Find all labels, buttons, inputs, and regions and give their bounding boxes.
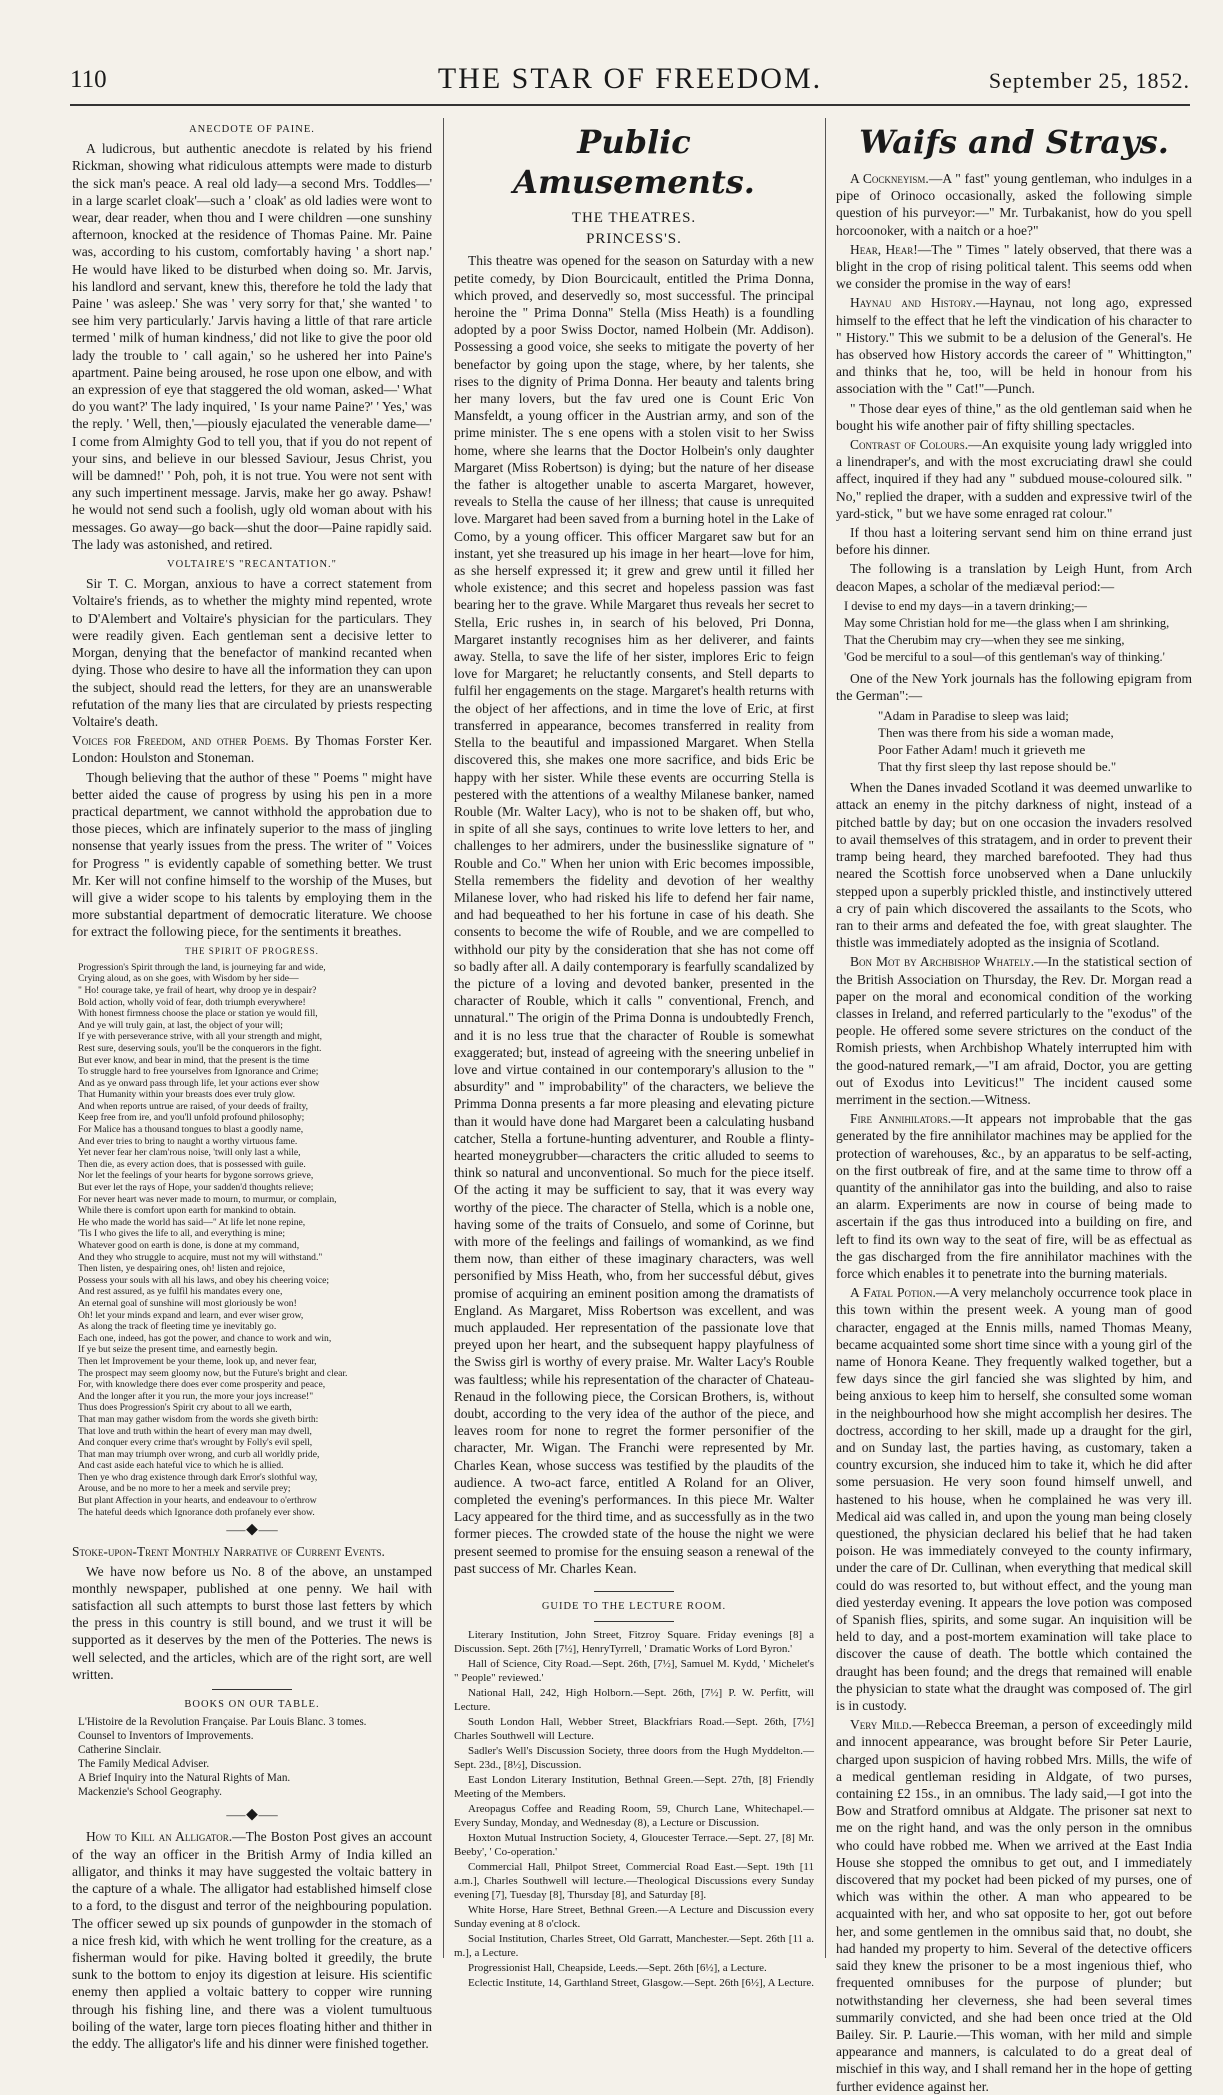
poem-line: He who made the world has said—" At life let none repine,: [78, 1216, 306, 1228]
column-right: [836, 118, 1192, 2094]
whately-text: —In the statistical section of the British Association on Thursday, the Rev. Dr. Morgan read a paper on the moral and economical condition of the working classes in Ireland, and referred particularly to the "exodus" of the people. He offered some severe strictures on the conduct of the Romish priests, when Archbishop Whately interrupted him with the good-natured remark,—"I am afraid, Doctor, you are getting out of Exodus into Leviticus!" The incident caused some merriment in the section.—Witness.: [836, 954, 1192, 1107]
very-mild-text: —Rebecca Breeman, a person of exceedingly mild and innocent appearance, was brought before Sir Peter Laurie, charged upon suspicion of having robbed Mrs. Mills, the wife of a medical gentleman residing in Aldgate, of two purses, containing £2 15s., in an omnibus. The lady said,—I got into the Bow and Stratford omnibus at Aldgate. The prisoner sat next to me on the right hand, and was the only person in the omnibus who could have robbed me. When we arrived at the East India House she stopped the omnibus to get out, and I immediately discovered that my pocket had been picked of my purses, one of which was within the other. A man who appeared to be acquainted with her, and who sat opposite to her, got out before her, and some gentlemen in the omnibus said that, no doubt, she had handed my property to him. Several of the detective officers said they knew the prisoner to be a most ingenious thief, who frequented omnibuses for the purpose of plunder; but notwithstanding her cleverness, she had been several times summarily convicted, and she had been once tried at the Old Bailey. Sir. P. Laurie.—This woman, with her mild and simple appearance and manners, is calculated to do a great deal of mischief in this way, and I shall remand her in the hope of getting further evidence against her.: [836, 1717, 1192, 2094]
lecture-guide-list: [454, 1628, 814, 1990]
ornament-divider: ⸺◆⸺: [225, 1808, 279, 1823]
very-mild-heading: Very Mild.: [850, 1717, 912, 1733]
poem-line: An eternal goal of sunshine will most gloriously be won!: [78, 1297, 297, 1309]
poem-line: " Ho! courage take, ye frail of heart, why droop ye in despair?: [78, 984, 317, 996]
poem-line: The hateful deeds which Ignorance doth profanely ever show.: [78, 1506, 315, 1518]
lecture-entry: Commercial Hall, Philpot Street, Commercial Road East.—Sept. 19th [11 a.m.], Charles Southwell will lecture.—Theological Discussions every Sunday evening [7], Tuesday [8], Thursday [8], and Saturday [8].: [454, 1861, 814, 1902]
colours-text: —An exquisite young lady wriggled into a linendraper's, and with the most excruciating drawl she could affect, inquired if they had any " subdued mouse-coloured silk. " No," replied the draper, with a sudden and expressive twirl of the yard-stick, " but we have some enraged rat colour.": [836, 437, 1192, 521]
cockneyism-paragraph: [836, 170, 1192, 239]
issue-date: September 25, 1852.: [988, 68, 1190, 93]
theatres-heading: THE THEATRES.: [571, 210, 697, 226]
potion-paragraph: [836, 1284, 1192, 1714]
book-entry: Counsel to Inventors of Improvements.: [78, 1730, 254, 1743]
hear-hear-heading: Hear, Hear!: [850, 241, 918, 257]
section-title-waifs-and-strays: Waifs and Strays.: [859, 123, 1169, 161]
poem-line: Each one, indeed, has got the power, and chance to work and win,: [78, 1332, 332, 1344]
voices-byline: By Thomas Forster Ker. London: Houlston and Stoneman.: [72, 733, 433, 766]
poem-line: Then let Improvement be your theme, look up, and never fear,: [78, 1355, 317, 1367]
poem-line: While there is comfort upon earth for mankind to obtain.: [78, 1205, 296, 1217]
poem-line: Thus does Progression's Spirit cry about to all we earth,: [78, 1402, 292, 1414]
poem-line: If ye with perseverance strive, with all your strength and might,: [78, 1031, 323, 1043]
lecture-entry: White Horse, Hare Street, Bethnal Green.—A Lecture and Discussion every Sunday evening at 8 o'clock.: [454, 1904, 814, 1931]
hear-hear-text: —The " Times " lately observed, that there was a blight in the crop of rising political talent. This seems odd when we consider the promise in the way of ears!: [836, 241, 1192, 292]
lecture-entry: South London Hall, Webber Street, Blackfriars Road.—Sept. 26th, [7½] Charles Southwell will Lecture.: [454, 1716, 814, 1743]
servant-paragraph: If thou hast a loitering servant send him on thine errand just before his dinner.: [836, 525, 1192, 558]
haynau-text: —Haynau, not long ago, expressed himself to the effect that he left the vindication of his character to " History." This we submit to be a delusion of the General's. He has observed how History accords the career of " Whittington," and thinks that he, too, will be held in honour from his association with the " Cat!"—Punch.: [836, 295, 1192, 397]
very-mild-paragraph: [836, 1716, 1192, 2094]
poem: [72, 962, 432, 1519]
divider: [594, 1621, 674, 1622]
voltaire-paragraph: Sir T. C. Morgan, anxious to have a correct statement from Voltaire's friends, as to whether the mighty mind repented, wrote to D'Alembert and Voltaire's physician for the particulars. They were readily given. Each gentleman sent a decisive letter to Morgan, denying that the benefactor of mankind recanted when dying. Those who desire to have all the information they can upon the subject, should read the letters, for they are an unanswerable refutation of the many lies that are circulated by priests respecting Voltaire's death.: [72, 576, 432, 729]
column-left: [72, 118, 433, 2051]
column-divider: [825, 118, 826, 1958]
poem-line: But ever let the rays of Hope, your sadden'd thoughts relieve;: [78, 1182, 314, 1194]
poem-line: And as ye onward pass through life, let your actions ever show: [78, 1077, 320, 1089]
section-title-public-amusements: Public Amusements.: [513, 123, 755, 201]
book-entry: Catherine Sinclair.: [78, 1744, 162, 1757]
books-heading: BOOKS ON OUR TABLE.: [184, 1699, 320, 1711]
verse-line: May some Christian hold for me—the glass when I am shrinking,: [844, 615, 1170, 630]
princess-review-paragraph: This theatre was opened for the season on Saturday with a new petite comedy, by Dion Bourcicault, entitled the Prima Donna, which proved, and deservedly so, most successful. The principal heroine the " Prima Donna" Stella (Miss Heath) is a foundling adopted by a poor Swiss Doctor, named Holbein (Mr. Addison). Possessing a good voice, she seeks to mitigate the poverty of her benefactor by going upon the stage, where, by her talents, she rises to the dignity of Prima Donna. Her beauty and talents bring her many lovers, but the fav ured one is Count Eric Von Mansfeldt, a young officer in the Austrian army, and son of the prime minister. The s ene opens with a stolen visit to her Swiss home, where she learns that the Doctor Holbein's only daughter Margaret (Miss Robertson) is dying; but the nature of her disease the father is altogether unable to ascerta Margaret, however, reveals to Stella the cause of her illness; that cause is unrequited love. Margaret had been saved from a burning hotel in the Lake of Como, by a young officer. This officer Margaret saw but for an instant, yet she treasured up his image in her heart—love for him, as she herself expressed it; it grew and grew until it filled her whole existence; and this secret and hopeless passion was fast bearing her to the grave. While Margaret thus reveals her secret to Stella, Eric rushes in, in search of his beloved, Pri Donna, Margaret instantly recognises him as her deliverer, and faints away. Stella, to save the life of her sister, implores Eric to feign love for Margaret; he reluctantly consents, and Stell departs to fulfil her engagements on the stage. Margaret's health returns with the object of her affections, and in time the love of Eric, at first transferred in appearance, becomes transferred in reality from Stella to the beautiful and impassioned Margaret. When Stella discovered this, she makes one more sacrifice, and bids Eric be happy with her sister. While these events are occurring Stella is pestered with the attentions of a wealthy Milanese banker, named Rouble (Mr. Walter Lacy), who is not to be shaken off, but who, in spite of all she says, continues to write love letters to her, and challenges to her admirers, under the businesslike signature of " Rouble and Co." When her union with Eric becomes impossible, Stella remembers the fidelity and devotion of her wealthy Milanese lover, who had risked his life to defend her fair name, and had bequeathed to her his fortune in case of his death. She consents to become the wife of Rouble, and we are compelled to withhold our pity by the consideration that she has not come off so badly after all. A daily contemporary is fearfully scandalized by the picture of a loving and devoted banker, presented in the character of Rouble, which it calls " conventional, French, and unnatural." The origin of the Prima Donna is undoubtedly French, and it is no less true that the character of Rouble is somewhat exaggerated; but, instead of agreeing with the sneering unbelief in love and virtue contained in our contemporary's allusion to the " absurdity" and " improbability" of the characters, we believe the Primma Donna presents a far more pleasing and elevating picture than it would have done had Margaret been a calculating husband catcher, Stella a fortune-hunting adventurer, and Rouble a flinty-hearted moneygrubber—characters the critic alluded to seems to think so natural and unconventional. So much for the piece itself. Of the acting it may be sufficient to say, that it was every way worthy of the piece. The character of Stella, which is a noble one, having some of the traits of Consuelo, and some of Corinne, but with more of the feelings and failings of womankind, as we find them now, than either of these imaginary characters, was well personified by Miss Heath, who, from her successful début, gives promise of acquiring an eminent position among the dramatists of England. As Margaret, Miss Robertson was excellent, and was much applauded. Her representation of the passionate love that preyed upon her heart, and the subsequent happy playfulness of the Swiss girl is worthy of every praise. Mr. Walter Lacy's Rouble was faultless; while his representation of the character of Chateau-Renaud in the following piece, the Corsican Brothers, is, without doubt, according to the very idea of the author of the piece, and leaves room for none to regret the former personifier of the character, Mr. Wigan. The Franchi were represented by Mr. Charles Kean, whose success was testified by the plaudits of the audience. A two-act farce, entitled A Roland for an Oliver, completed the evening's performances. In this piece Mr. Walter Lacy appeared for the third time, and as successfully as in the two former pieces. The crowded state of the house the night we were present seemed to promise for the ensuing season a renewal of the past success of Mr. Charles Kean.: [454, 253, 814, 1576]
poem-line: Bold action, wholly void of fear, doth triumph everywhere!: [78, 996, 306, 1008]
verse-line: That thy first sleep thy last repose should be.": [878, 759, 1117, 775]
cockneyism-heading: A Cockneyism.: [850, 171, 929, 186]
voices-title: Voices for Freedom, and other Poems.: [72, 733, 289, 749]
alligator-text: —The Boston Post gives an account of the way an officer in the British Army of India killed an alligator, and thinks it may have suggested the voltaic battery in the capture of a whale. The alligator had established himself close to a ford, to the disgust and terror of the neighbouring population. The officer sewed up six pounds of gunpowder in the stomach of a nice fresh kid, with which he went trolling for the creature, as a fisherman would for pike. Having bolted it greedily, the brute sunk to the bottom to enjoy its digestion at leisure. His scientific enemy then applied a voltaic battery to copper wire running through his fishing line, and there was a violent tumultuous boiling of the water, large torn pieces floating hither and thither in the eddy. The alligator's life and his dinner were finished together.: [72, 1829, 432, 2051]
potion-text: —A very melancholy occurrence took place in this town within the present week. A young man of good character, engaged at the Ennis mills, named Thomas Meany, became acquainted some short time since with a young girl of the name of Honora Keane. They frequently walked together, but a few days since the girl fancied she was slighted by him, and being anxious to keep him to herself, she consulted some woman in the neighbourhood how she might accomplish her desires. The doctress, according to her skill, made up a draught for the girl, and on Sunday last, the parties having, as customary, taken a country excursion, she induced him to take it, which he did after some persuasion. He very soon found himself unwell, and hastened to his house, when he complained he was very ill. Medical aid was called in, and upon the young man being closely questioned, the physician declared his belief that he had taken poison. He was immediately conveyed to the county infirmary, under the care of Dr. Cullinan, when everything that medical skill could do was resorted to, but without effect, and the young man died yesterday evening. It appears the love potion was composed of Spanish flies, spirits, and some sugar. An inquisition will be held to day, and a post-mortem examination will take place to discover the cause of death. The bottle which contained the draught has been found; and the dregs that remained will enable the physician to state what the draught was composed of. The girl is in custody.: [836, 1285, 1192, 1714]
poem-line: Then ye who drag existence through dark Error's slothful way,: [78, 1471, 318, 1483]
column-center: [454, 118, 815, 1990]
newspaper-title: THE STAR OF FREEDOM.: [437, 62, 823, 95]
poem-title: THE SPIRIT OF PROGRESS.: [185, 945, 319, 956]
ornament-divider: ⸺◆⸺: [225, 1523, 279, 1538]
lecture-entry: Literary Institution, John Street, Fitzroy Square. Friday evenings [8] a Discussion. Sept. 26th [7½], HenryTyrrell, ' Dramatic Works of Lord Byron.': [454, 1629, 814, 1656]
tavern-verse: [844, 598, 1192, 666]
poem-line: That man may triumph over wrong, and curb all worldly pride,: [78, 1448, 320, 1460]
header-rule: [70, 104, 1190, 106]
poem-line: Arouse, and be no more to her a meek and servile prey;: [78, 1483, 291, 1495]
page-number: 110: [70, 66, 107, 93]
colours-heading: Contrast of Colours.: [850, 437, 969, 453]
whately-heading: Bon Mot by Archbishop Whately.: [850, 954, 1035, 970]
poem-line: But plant Affection in your hearts, and endeavour to o'erthrow: [78, 1495, 317, 1507]
book-list: [78, 1715, 432, 1799]
verse-line: 'God be merciful to a soul—of this gentleman's way of thinking.': [844, 649, 1165, 664]
leigh-hunt-paragraph: The following is a translation by Leigh Hunt, from Arch deacon Mapes, a scholar of the mediæval period:—: [836, 561, 1192, 594]
poem-line: That man may gather wisdom from the words she giveth birth:: [78, 1413, 319, 1425]
princess-heading: PRINCESS'S.: [586, 231, 682, 248]
poem-line: If ye but seize the present time, and earnestly begin.: [78, 1344, 278, 1356]
guide-heading: GUIDE TO THE LECTURE ROOM.: [541, 1601, 727, 1613]
lecture-entry: Social Institution, Charles Street, Old Garratt, Manchester.—Sept. 26th [11 a. m.], a Lecture.: [454, 1933, 814, 1960]
poem-line: As along the track of fleeting time ye inevitably go.: [78, 1321, 277, 1333]
voices-review-heading: [72, 732, 432, 766]
poem-line: Rest sure, deserving souls, you'll be the conquerors in the fight.: [78, 1042, 322, 1054]
poem-line: And the longer after it you run, the more your joys increase!": [78, 1390, 314, 1402]
anecdote-paragraph: A ludicrous, but authentic anecdote is related by his friend Rickman, showing what ridiculous attempts were made to disturb the sick man's peace. A real old lady—a second Mrs. Toddles—' in a large scarlet cloak'—such a ' cloak' as old ladies were wont to wear, dear reader, when thou and I were children —one sunshiny afternoon, knocked at the residence of Thomas Paine. Mr. Paine was, according to his custom, comfortably having ' a short nap.' He would have liked to be disturbed when doing so. Mr. Jarvis, his landlord and servant, knew this, therefore he told the lady that Paine ' was asleep.' She was ' very sorry for that,' she wanted ' to see him very particularly.' Jarvis having a little of that rare article termed ' milk of human kindness,' did not like to give the poor old lady the trouble to ' call again,' so he ushered her into Paine's apartment. Paine being aroused, he rose upon one elbow, and with an expression of eye that staggered the old woman, asked—' What do you want?' The lady inquired, ' Is your name Paine?' ' Yes,' was the reply. ' Well, then,'—piously ejaculated the venerable dame—' I come from Almighty God to tell you, that if you do not repent of your sins, and believe in our blessed Saviour, Jesus Christ, you will be damned!' ' Poh, poh, it is not true. You were not sent with any such impertinent message. Jarvis, make her go away. Pshaw! he would not send such a foolish, ugly old woman about with his messages. Go away—go back—shut the door—Paine rapidly said. The lady was astonished, and retired.: [72, 141, 432, 552]
verse-line: I devise to end my days—in a tavern drinking;—: [844, 598, 1087, 613]
lecture-entry: Eclectic Institute, 14, Garthland Street, Glasgow.—Sept. 26th [6½], A Lecture.: [468, 1977, 815, 1990]
column-divider: [443, 118, 444, 1958]
potion-heading: A Fatal Potion.: [850, 1285, 936, 1301]
divider: [212, 1689, 292, 1690]
poem-line: And they who struggle to acquire, must not my will withstand.": [78, 1251, 323, 1263]
poem-line: That love and truth within the heart of every man may dwell,: [78, 1425, 312, 1437]
poem-line: For Malice has a thousand tongues to blast a goodly name,: [78, 1124, 304, 1136]
verse-line: Poor Father Adam! much it grieveth me: [878, 742, 1086, 758]
poem-line: The prospect may seem gloomy now, but the Future's bright and clear.: [78, 1367, 348, 1379]
alligator-heading: How to Kill an Alligator.: [86, 1829, 233, 1845]
poem-line: Then listen, ye despairing ones, oh! listen and rejoice,: [78, 1263, 286, 1275]
poem-line: Oh! let your minds expand and learn, and ever wiser grow,: [78, 1309, 304, 1321]
adam-epigram: [878, 707, 1192, 775]
poem-line: Keep free from ire, and you'll unfold profound philosophy;: [78, 1112, 305, 1124]
poem-line: Nor let the feelings of your hearts for bygone sorrows grieve,: [78, 1170, 314, 1182]
poem-line: Crying aloud, as on she goes, with Wisdom by her side—: [78, 973, 299, 985]
poem-line: And cast aside each hateful vice to which he is allied.: [78, 1460, 284, 1472]
book-entry: A Brief Inquiry into the Natural Rights of Man.: [78, 1772, 291, 1785]
poem-line: Then die, as every action does, that is possessed with guile.: [78, 1158, 306, 1170]
book-entry: Mackenzie's School Geography.: [78, 1786, 222, 1799]
haynau-heading: Haynau and History.: [850, 295, 976, 311]
hear-hear-paragraph: [836, 241, 1192, 293]
verse-line: "Adam in Paradise to sleep was laid;: [878, 708, 1069, 724]
epigram-intro-paragraph: One of the New York journals has the following epigram from the German":—: [836, 670, 1192, 704]
lecture-entry: Hall of Science, City Road.—Sept. 26th, [7½], Samuel M. Kydd, ' Michelet's " People" reviewed.': [454, 1658, 814, 1685]
lecture-entry: Progressionist Hall, Cheapside, Leeds.—Sept. 26th [6½], a Lecture.: [468, 1962, 767, 1975]
poem-line: And rest assured, as ye fulfil his mandates every one,: [78, 1286, 283, 1298]
poem-line: Whatever good on earth is done, is done at my command,: [78, 1240, 300, 1251]
poem-line: And ye will truly gain, at last, the object of your will;: [78, 1019, 283, 1031]
stoke-heading: Stoke-upon-Trent Monthly Narrative of Current Events.: [72, 1544, 385, 1560]
book-entry: The Family Medical Adviser.: [78, 1758, 210, 1771]
poem-line: For never heart was never made to mourn, to murmur, or complain,: [78, 1193, 337, 1205]
poem-line: With honest firmness choose the place or station ye would fill,: [78, 1008, 318, 1020]
voices-paragraph: Though believing that the author of these " Poems " might have better aided the cause of progress by using his pen in a more practical department, we cannot withhold the approbation due to those pieces, which are infinately superior to the mass of jingling nonsense that yearly issues from the press. The writer of " Voices for Progress " is evidently capable of something better. We trust Mr. Ker will not confine himself to the worship of the Muses, but will give a wider scope to his talents by employing them in the more substantial department of democratic literature. We choose for extract the following piece, for the sentiments it breathes.: [72, 769, 432, 940]
alligator-paragraph: [72, 1828, 432, 2052]
poem-line: That Humanity within your breasts does ever truly glow.: [78, 1089, 296, 1101]
dear-eyes-paragraph: " Those dear eyes of thine," as the old gentleman said when he bought his wife another pair of fifty shilling spectacles.: [836, 400, 1192, 433]
lecture-entry: National Hall, 242, High Holborn.—Sept. 26th, [7½] P. W. Perfitt, will Lecture.: [454, 1687, 814, 1714]
poem-line: And conquer every crime that's wrought by Folly's evil spell,: [78, 1437, 313, 1449]
fire-paragraph: [836, 1110, 1192, 1282]
anecdote-heading: ANECDOTE OF PAINE.: [189, 124, 315, 135]
verse-line: That the Cherubim may cry—when they see me sinking,: [844, 632, 1125, 647]
thistle-paragraph: When the Danes invaded Scotland it was deemed unwarlike to attack an enemy in the pitchy darkness of night, instead of a pitched battle by day; but on one occasion the invaders resolved to avail themselves of this stratagem, and in order to prevent their tramp being heard, they marched barefooted. They had thus neared the Scottish force unobserved when a Dane unluckily stepped upon a superbly prickled thistle, and instinctively uttered a cry of pain which discovered the assailants to the Scots, who ran to their arms and defeated the foe, with great slaughter. The thistle was immediately adopted as the insignia of Scotland.: [836, 780, 1192, 951]
poem-line: But ever know, and bear in mind, that the present is the time: [78, 1054, 310, 1066]
cockneyism-text: —A " fast" young gentleman, who indulges in a pipe of Orinoco occasionally, asked the following simple question of his purveyor:—" Mr. Turbakanist, how do you spell horcoonoker, with a naitch or a hoe?": [836, 171, 1192, 238]
lecture-entry: Sadler's Well's Discussion Society, three doors from the Hugh Myddelton.—Sept. 23d., [8½], Discussion.: [454, 1745, 814, 1772]
whately-paragraph: [836, 953, 1192, 1108]
haynau-paragraph: [836, 294, 1192, 397]
fire-heading: Fire Annihilators.: [850, 1111, 952, 1127]
poem-line: And ever tries to bring to naught a worthy virtuous fame.: [78, 1135, 298, 1147]
stoke-paragraph: We have now before us No. 8 of the above, an unstamped monthly newspaper, published at one penny. We hail with satisfaction all such attempts to burst those last fetters by which the press in this country is still bound, and we trust it will be supported as it deserves by the men of the Potteries. The news is well selected, and the articles, which are of the right sort, are well written.: [72, 1563, 432, 1682]
poem-line: For, with knowledge there does ever come prosperity and peace,: [78, 1379, 326, 1391]
poem-line: To struggle hard to free yourselves from Ignorance and Crime;: [78, 1066, 319, 1078]
fire-text: —It appears not improbable that the gas generated by the fire annihilator machines may be applied for the protection of warehouses, &c., by an apparatus to be self-acting, on the first outbreak of fire, and at the same time to throw off a quantity of the annihilator gas into the building, and also to raise an alarm. Experiments are now in course of being made to ascertain if the gas thus introduced into a building on fire, and left to find its own way to the seat of fire, will be as effectual as the gas discharged from the fire annihilator machines with the force which enables it to penetrate into the burning materials.: [836, 1111, 1192, 1281]
divider: [594, 1591, 674, 1592]
verse-line: Then was there from his side a woman made,: [878, 725, 1114, 741]
poem-line: 'Tis I who gives the life to all, and everything is mine;: [78, 1228, 286, 1240]
voltaire-heading: VOLTAIRE'S "RECANTATION.": [167, 559, 337, 571]
poem-line: Yet never fear her clam'rous noise, 'twill only last a while,: [78, 1147, 301, 1159]
page-header: [70, 60, 1190, 102]
lecture-entry: Hoxton Mutual Instruction Society, 4, Gloucester Terrace.—Sept. 27, [8] Mr. Beeby', ' Co-operation.': [454, 1832, 814, 1859]
poem-line: Progression's Spirit through the land, is journeying far and wide,: [78, 961, 326, 973]
poem-line: And when reports untrue are raised, of your deeds of frailty,: [78, 1100, 309, 1112]
colours-paragraph: [836, 436, 1192, 522]
book-entry: L'Histoire de la Revolution Française. Par Louis Blanc. 3 tomes.: [78, 1716, 367, 1729]
poem-line: Possess your souls with all his laws, and obey his cheering voice;: [78, 1274, 330, 1286]
lecture-entry: East London Literary Institution, Bethnal Green.—Sept. 27th, [8] Friendly Meeting of the Members.: [454, 1774, 814, 1801]
lecture-entry: Areopagus Coffee and Reading Room, 59, Church Lane, Whitechapel.—Every Sunday, Monday, and Wednesday (8), a Lecture or Discussion.: [454, 1803, 814, 1830]
